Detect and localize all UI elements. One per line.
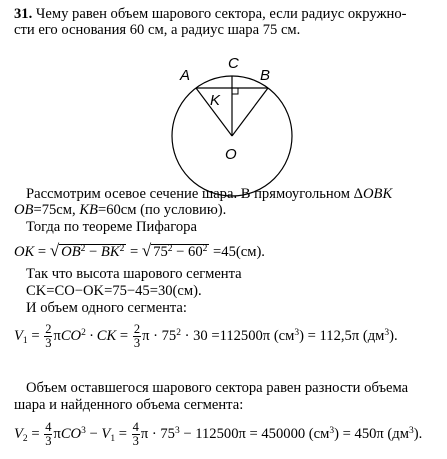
problem-text-1: Чему равен объем шарового сектора, если радиус окружно-	[32, 6, 407, 22]
solution-line-6: И объем одного сегмента:	[26, 300, 187, 316]
fraction-2-3: $\frac{2}{3}$	[133, 322, 141, 350]
f1-radicand-2: $75^2 - 60^2$	[153, 244, 208, 260]
f1-eq: =	[34, 244, 50, 260]
label-a: A	[180, 67, 191, 84]
solution-line-5: CK=CO−OK=75−45=30(см).	[26, 283, 202, 299]
label-o: O	[225, 146, 237, 163]
formula-v2: $V_2$ = $\frac{4}{3}$ $\pi CO^3 - V_1$ = $\frac{4}{3}$ $\pi \cdot 75^3 - 112500\pi = 450000$ $(см^3) = 450\pi$ $(дм^3)$.	[14, 420, 423, 448]
label-c: C	[228, 55, 239, 72]
label-k: K	[210, 92, 221, 109]
fraction-4-3: $\frac{4}{3}$	[45, 420, 52, 448]
right-angle-mark	[232, 88, 238, 94]
solution-line-4: Так что высота шарового сегмента	[26, 266, 242, 282]
solution-line-1	[26, 186, 392, 202]
p2-kb-val: =60см (по условию).	[97, 202, 227, 218]
solution-text-1: Рассмотрим осевое сечение шара. В прямоугольном Δ	[26, 186, 363, 202]
formula-ok	[14, 243, 265, 260]
solution-line-8: шара и найденного объема сегмента:	[14, 397, 244, 413]
sqrt-icon: √	[49, 241, 60, 260]
f1-eq2: =	[126, 244, 142, 260]
p2-ob: OB	[14, 202, 34, 218]
label-b: B	[260, 67, 271, 84]
fraction-2-3: $\frac{2}{3}$	[45, 322, 52, 350]
solution-line-3: Тогда по теореме Пифагора	[26, 219, 197, 235]
f1-result: =45(см).	[209, 244, 265, 260]
problem-line-1	[14, 6, 407, 22]
p2-kb: KB	[79, 202, 98, 218]
fraction-4-3: $\frac{4}{3}$	[132, 420, 139, 448]
sqrt-icon: √	[141, 241, 152, 260]
f1-lhs: OK	[14, 244, 35, 260]
solution-line-7: Объем оставшегося шарового сектора равен разности объема	[26, 380, 409, 396]
formula-v1: $V_1$ = $\frac{2}{3}$ πCO$^2$ · CK = $\frac{2}{3}$ $\pi \cdot 75^2 \cdot 30 =112500\pi$ $(см^3) = 112,5\pi$ $(дм^3)$.	[14, 322, 398, 350]
p2-ob-val: =75см,	[33, 202, 80, 218]
solution-line-2	[14, 202, 226, 218]
f1-radicand-1: $OB^2 - BK^2$	[61, 244, 125, 260]
sphere-sector-figure	[160, 50, 310, 200]
triangle-name: OBK	[362, 186, 393, 202]
problem-line-2: сти его основания 60 см, а радиус шара 75 см.	[14, 22, 301, 38]
radius-ob	[232, 88, 268, 136]
problem-number: 31.	[14, 6, 33, 22]
